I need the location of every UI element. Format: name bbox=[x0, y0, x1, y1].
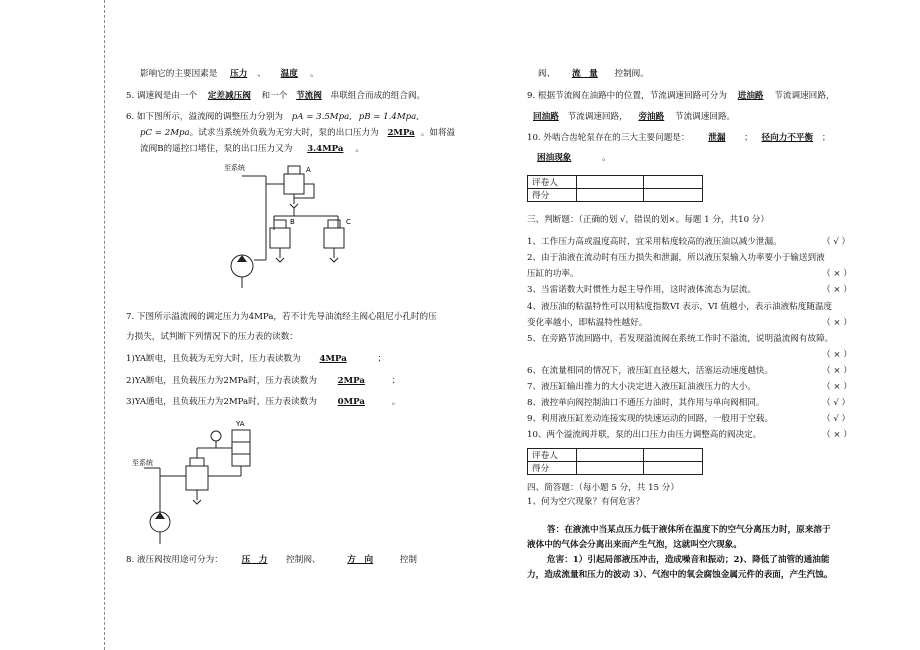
question-5: 5. 调速阀是由一个 定差减压阀 和一个 节流阀 串联组合而成的组合阀。 bbox=[126, 91, 426, 101]
short-answer-1-question: 1、何为空穴现象？有何危害？ bbox=[527, 497, 645, 507]
judgment-7-mark: （ × ） bbox=[822, 382, 852, 392]
judgment-5-mark: （ × ） bbox=[822, 350, 852, 360]
valve-c-label: C bbox=[346, 218, 351, 226]
q9-answer-2: 回油路 bbox=[533, 112, 559, 122]
question-10-line-1: 10. 外啮合齿轮泵存在的三大主要问题是： 泄漏 ； 径向力不平衡 ； bbox=[527, 133, 831, 143]
q7-sub-1-answer: 4MPa bbox=[319, 354, 347, 364]
q4-continuation: 影响它的主要因素是 压力 、 温度 。 bbox=[140, 69, 319, 79]
short-answer-1-answer-line-2: 液体中的气体会分离出来而产生气泡，这就叫空穴现象。 bbox=[527, 540, 742, 550]
q6-pc: pC = 2Mpa bbox=[140, 128, 190, 138]
q10-answer-2: 径向力不平衡 bbox=[761, 133, 814, 143]
question-7-line-1: 7. 下图所示溢流阀的调定压力为4MPa，若不计先导油流经主阀心阻尼小孔时的压 bbox=[126, 312, 437, 322]
relief-valve-circuit-diagram bbox=[218, 160, 368, 295]
question-6-line-2: pC = 2Mpa。试求当系统外负载为无穷大时，泵的出口压力为 2MPa 。如将溢 bbox=[140, 128, 456, 138]
judgment-6: 6、在流量相同的情况下，液压缸直径越大，活塞运动速度越快。 bbox=[527, 366, 774, 376]
score-input-cell bbox=[577, 189, 644, 202]
diagram-2-system-label: 至系统 bbox=[132, 459, 153, 467]
grader-input-cell bbox=[577, 449, 644, 462]
valve-b-label: B bbox=[290, 218, 295, 226]
diagram-1-system-label: 至系统 bbox=[224, 164, 245, 172]
q4-answer-2: 温度 bbox=[280, 69, 298, 79]
score-label: 得分 bbox=[528, 462, 577, 475]
q6-pb: pB = 1.4Mpa, bbox=[358, 112, 420, 122]
judgment-2-mark: （ × ） bbox=[822, 269, 852, 279]
judgment-10: 10、两个溢流阀并联，泵的出口压力由压力调整高的阀决定。 bbox=[527, 430, 762, 440]
q6-pa: pA = 3.5Mpa, bbox=[291, 112, 352, 122]
short-answer-1-harm-line-2: 力，造成流量和压力的波动 3）、气泡中的氧会腐蚀金属元件的表面，产生汽蚀。 bbox=[527, 570, 833, 580]
q9-answer-3: 旁油路 bbox=[638, 112, 665, 122]
judgment-2-line-2: 压缸的功率。 bbox=[527, 269, 579, 279]
section-4-heading: 四、简答题：（每小题 5 分，共 15 分） bbox=[527, 483, 679, 493]
judgment-3-mark: （ × ） bbox=[822, 285, 852, 295]
judgment-6-mark: （ × ） bbox=[822, 366, 852, 376]
question-10-line-2: 困油现象 。 bbox=[527, 152, 611, 164]
question-7-line-2: 力损失，试判断下列情况下的压力表的读数： bbox=[126, 332, 298, 342]
q8-continuation: 阀、 流 量 控制阀。 bbox=[538, 69, 649, 79]
grader-table-1 bbox=[527, 175, 703, 202]
valve-a-label: A bbox=[306, 166, 311, 174]
judgment-10-mark: （ × ） bbox=[822, 430, 852, 440]
q10-answer-1: 泄漏 bbox=[708, 133, 726, 143]
question-8: 8. 液压阀按用途可分为： 压 力 控制阀、 方 向 控制 bbox=[126, 555, 417, 565]
short-answer-1-harm-line-1: 危害：1）引起局部液压冲击，造成噪音和振动；2)、降低了油管的通油能 bbox=[547, 555, 830, 565]
judgment-1-mark: （ √ ） bbox=[822, 237, 851, 247]
q5-answer-2: 节流阀 bbox=[296, 91, 322, 101]
judgment-4-line-1: 4、液压油的粘温特性可以用粘度指数VI 表示，VI 值越小，表示油液粘度随温度 bbox=[527, 302, 833, 312]
judgment-8-mark: （ √ ） bbox=[822, 398, 851, 408]
question-7-sub-3: 3)YA通电，且负载压力为2MPa时，压力表读数为 0MPa 。 bbox=[126, 397, 401, 407]
q6-answer-2: 3.4MPa bbox=[307, 144, 344, 154]
judgment-3: 3、当雷诺数大时惯性力起主导作用，这时液体流态为层流。 bbox=[527, 285, 756, 295]
judgment-4-mark: （ × ） bbox=[822, 318, 852, 328]
judgment-1: 1、工作压力高或温度高时，宜采用粘度较高的液压油以减少泄漏。 bbox=[527, 237, 782, 247]
judgment-5: 5、在旁路节流回路中，若发现溢流阀在系统工作时不溢流，说明溢流阀有故障。 bbox=[527, 334, 834, 344]
q6-answer-1: 2MPa bbox=[387, 128, 415, 138]
judgment-9-mark: （ √ ） bbox=[822, 414, 851, 424]
judgment-8: 8、液控单向阀控制油口不通压力油时，其作用与单向阀相同。 bbox=[527, 398, 765, 408]
q7-sub-3-answer: 0MPa bbox=[337, 397, 365, 407]
question-6-line-1: 6. 如下图所示，溢流阀的调整压力分别为 pA = 3.5Mpa, pB = 1.4Mpa, bbox=[126, 112, 420, 122]
q9-answer-1: 进油路 bbox=[737, 91, 764, 101]
grader-label: 评卷人 bbox=[528, 176, 577, 189]
q5-answer-1: 定差减压阀 bbox=[207, 91, 251, 101]
grader-label: 评卷人 bbox=[528, 449, 577, 462]
question-7-sub-2: 2)YA断电，且负载压力为2MPa时，压力表读数为 2MPa ； bbox=[126, 376, 401, 386]
q10-answer-3: 困油现象 bbox=[537, 153, 572, 163]
grader-table-2 bbox=[527, 448, 703, 475]
question-6-line-3: 流阀B的遥控口堵住，泵的出口压力又为 3.4MPa 。 bbox=[140, 144, 365, 154]
solenoid-ya-label: YA bbox=[236, 420, 245, 428]
binding-fold-line bbox=[104, 0, 105, 650]
q8-answer-3: 流 量 bbox=[571, 69, 598, 79]
section-3-heading: 三、判断题：（正确的划 √，错误的划×。每题 1 分，共10 分） bbox=[527, 215, 769, 225]
question-7-sub-1: 1)YA断电，且负载为无穷大时，压力表读数为 4MPa ； bbox=[126, 354, 387, 364]
q7-sub-2-answer: 2MPa bbox=[337, 376, 365, 386]
judgment-4-line-2: 变化率越小，即粘温特性越好。 bbox=[527, 318, 648, 328]
q4-answer-1: 压力 bbox=[230, 69, 248, 79]
q4-text: 影响它的主要因素是 bbox=[140, 69, 218, 79]
solenoid-relief-circuit-diagram bbox=[132, 420, 272, 550]
q8-answer-2: 方 向 bbox=[347, 555, 374, 565]
short-answer-1-answer-line-1: 答：在液流中当某点压力低于液体所在温度下的空气分离压力时，原来溶于 bbox=[547, 525, 831, 535]
question-9-line-1: 9. 根据节流阀在油路中的位置，节流调速回路可分为 进油路 节流调速回路， bbox=[527, 91, 835, 101]
question-9-line-2: 回油路 节流调速回路， 旁油路 节流调速回路。 bbox=[527, 111, 735, 123]
score-input-cell bbox=[577, 462, 644, 475]
q8-answer-1: 压 力 bbox=[241, 555, 268, 565]
judgment-2-line-1: 2、由于油液在流动时有压力损失和泄漏，所以液压泵输入功率要小于输送到液 bbox=[527, 253, 825, 263]
grader-input-cell bbox=[577, 176, 644, 189]
judgment-7: 7、液压缸输出推力的大小决定进入液压缸油液压力的大小。 bbox=[527, 382, 756, 392]
judgment-9: 9、利用液压缸差动连接实现的快速运动的回路，一般用于空载。 bbox=[527, 414, 774, 424]
score-label: 得分 bbox=[528, 189, 577, 202]
